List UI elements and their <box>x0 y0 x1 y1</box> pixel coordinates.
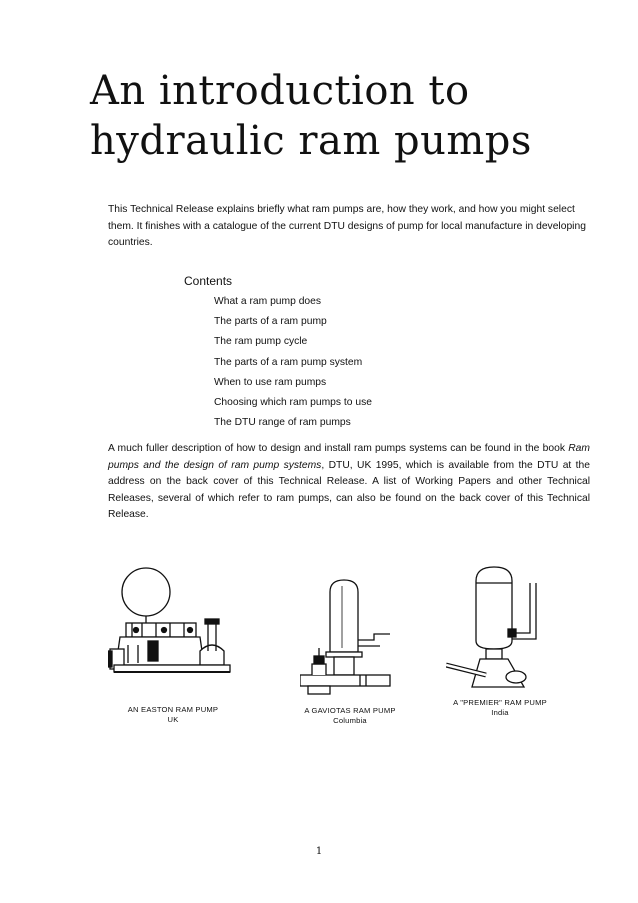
caption-title: AN EASTON RAM PUMP <box>127 705 219 714</box>
contents-item: The DTU range of ram pumps <box>214 417 351 429</box>
caption-title: A "PREMIER" RAM PUMP <box>453 698 547 707</box>
body-text-after: , DTU, UK 1995, which is available from the DTU at the address on the back cover of this Technical Release. A list of Working Papers and other Technical Releases, several of which refer to ram pumps, can also be found on the back cover of this Technical Release. <box>108 459 590 521</box>
contents-item: When to use ram pumps <box>214 376 327 388</box>
caption-origin: Columbia <box>333 716 367 725</box>
caption-origin: India <box>491 708 509 717</box>
gaviotas-pump-illustration <box>300 578 392 696</box>
page-number: 1 <box>315 846 323 857</box>
title-line-1: An introduction to <box>90 68 470 114</box>
contents-item: What a ram pump does <box>214 296 322 307</box>
page-title <box>90 66 610 166</box>
caption-title: A GAVIOTAS RAM PUMP <box>304 706 396 715</box>
contents-heading: Contents <box>184 274 233 288</box>
body-paragraph <box>108 441 590 524</box>
premier-pump-illustration <box>446 563 550 691</box>
figure-caption <box>110 705 236 725</box>
caption-origin: UK <box>167 715 179 724</box>
contents-list <box>214 292 372 433</box>
contents-item: The parts of a ram pump system <box>214 356 363 368</box>
book-title: Ram pumps and the design of ram pump systems <box>108 443 590 471</box>
figure-caption <box>290 706 410 726</box>
intro-paragraph: This Technical Release explains briefly what ram pumps are, how they work, and how you might select them. It finishes with a catalogue of the current DTU designs of pump for local manufacture in developing countries. <box>108 204 586 248</box>
contents-item: Choosing which ram pumps to use <box>214 397 372 409</box>
contents-item: The parts of a ram pump <box>214 316 327 328</box>
body-text-before: A much fuller description of how to design and install ram pumps systems can be found in the book <box>108 443 569 454</box>
contents-item: The ram pump cycle <box>214 336 308 348</box>
figure-caption <box>440 698 560 718</box>
title-line-2: hydraulic ram pumps <box>90 118 532 164</box>
easton-pump-illustration <box>108 565 258 677</box>
